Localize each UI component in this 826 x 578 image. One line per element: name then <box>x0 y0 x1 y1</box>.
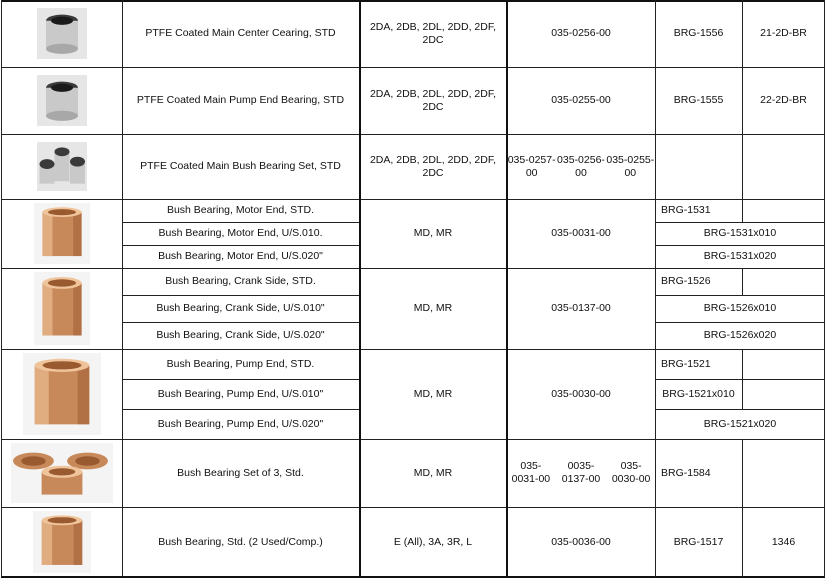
column-divider <box>742 199 743 222</box>
item-description: Bush Bearing, Pump End, U/S.010" <box>157 387 324 400</box>
part-number: BRG-1526x020 <box>703 329 777 341</box>
crank-side-bush-photo <box>34 272 90 345</box>
column-divider <box>742 67 743 134</box>
row-divider <box>655 222 825 223</box>
model-list: MD, MR <box>413 227 453 239</box>
part-number: BRG-1517 <box>673 535 724 548</box>
oem-number: 035-0030-00 <box>551 387 611 400</box>
item-description: Bush Bearing, Crank Side, U/S.010" <box>156 302 325 314</box>
item-description: Bush Bearing, Crank Side, U/S.020" <box>156 329 325 341</box>
part-number: BRG-1584 <box>661 466 711 479</box>
item-description: Bush Bearing, Motor End, U/S.010. <box>158 227 323 239</box>
part-number: BRG-1556 <box>673 27 724 39</box>
pump-end-bush-photo <box>23 353 101 435</box>
model-list: MD, MR <box>413 466 453 479</box>
item-description: Bush Bearing, Motor End, U/S.020" <box>158 250 323 262</box>
oem-number: 035-0031-00 0035-0137-00 035-0030-00 <box>511 460 651 485</box>
item-description: PTFE Coated Main Bush Bearing Set, STD <box>140 160 341 172</box>
column-divider <box>742 134 743 199</box>
model-list: MD, MR <box>413 387 453 400</box>
model-list: E (All), 3A, 3R, L <box>393 535 473 548</box>
ptfe-center-bearing-photo <box>37 8 87 59</box>
ptfe-bearing-set-photo <box>37 142 87 191</box>
column-divider <box>655 0 656 577</box>
row-divider <box>1 67 825 68</box>
part-number: BRG-1521x020 <box>703 417 777 430</box>
row-divider <box>1 134 825 135</box>
column-divider <box>506 0 508 577</box>
part-number: BRG-1526 <box>661 275 711 287</box>
part-number: BRG-1521 <box>661 357 711 370</box>
oem-number: 035-0255-00 <box>551 94 611 106</box>
oem-number: 035-0137-00 <box>551 302 611 314</box>
row-divider <box>122 222 359 223</box>
part-number <box>655 134 742 199</box>
row-divider <box>655 322 825 323</box>
column-divider <box>742 379 743 409</box>
row-divider <box>1 268 825 269</box>
part-number: BRG-1531x010 <box>703 227 777 239</box>
part-number: BRG-1521x010 <box>662 387 735 400</box>
row-divider <box>1 0 825 2</box>
model-list: 2DA, 2DB, 2DL, 2DD, 2DF, 2DC <box>369 87 497 113</box>
row-divider <box>122 409 359 410</box>
item-description: PTFE Coated Main Center Cearing, STD <box>145 27 336 39</box>
column-divider <box>359 0 361 577</box>
column-divider <box>742 507 743 577</box>
model-list: 2DA, 2DB, 2DL, 2DD, 2DF, 2DC <box>369 20 497 46</box>
model-list: MD, MR <box>413 302 453 314</box>
column-divider <box>1 0 2 577</box>
item-description: Bush Bearing, Pump End, STD. <box>166 357 315 370</box>
column-divider <box>742 268 743 295</box>
model-list: 2DA, 2DB, 2DL, 2DD, 2DF, 2DC <box>369 153 497 179</box>
column-divider <box>742 0 743 67</box>
item-description: Bush Bearing, Pump End, U/S.020" <box>157 417 324 430</box>
motor-end-bush-photo <box>34 203 90 264</box>
item-description: Bush Bearing, Crank Side, STD. <box>165 275 316 287</box>
row-divider <box>1 349 825 350</box>
part-number: BRG-1531x020 <box>703 250 777 262</box>
row-divider <box>122 295 359 296</box>
row-divider <box>122 379 359 380</box>
item-description: Bush Bearing Set of 3, Std. <box>177 466 304 479</box>
column-divider <box>824 0 825 577</box>
column-divider <box>122 0 123 577</box>
cross-reference: 21-2D-BR <box>760 27 807 39</box>
part-number: BRG-1526x010 <box>703 302 777 314</box>
single-bush-photo <box>33 511 91 573</box>
row-divider <box>655 245 825 246</box>
row-divider <box>122 245 359 246</box>
row-divider <box>122 322 359 323</box>
part-number: BRG-1555 <box>673 94 724 106</box>
row-divider <box>1 439 825 440</box>
column-divider <box>742 349 743 379</box>
row-divider <box>655 409 825 410</box>
ptfe-pump-end-bearing-photo <box>37 75 87 126</box>
row-divider <box>1 199 825 200</box>
cross-reference: 22-2D-BR <box>760 94 807 106</box>
item-description: Bush Bearing, Motor End, STD. <box>166 204 315 216</box>
cross-reference <box>742 134 825 199</box>
bush-bearing-set-photo <box>11 443 113 503</box>
cross-reference: 1346 <box>771 535 796 548</box>
oem-number: 035-0256-00 <box>551 27 611 39</box>
row-divider <box>1 507 825 508</box>
oem-number: 035-0257-00 035-0256-00 035-0255-00 <box>507 153 655 179</box>
row-divider <box>655 295 825 296</box>
item-description: PTFE Coated Main Pump End Bearing, STD <box>136 94 345 106</box>
item-description: Bush Bearing, Std. (2 Used/Comp.) <box>158 535 323 548</box>
oem-number: 035-0031-00 <box>551 227 611 239</box>
column-divider <box>742 439 743 507</box>
oem-number: 035-0036-00 <box>551 535 611 548</box>
part-number: BRG-1531 <box>661 204 711 216</box>
row-divider <box>655 379 825 380</box>
